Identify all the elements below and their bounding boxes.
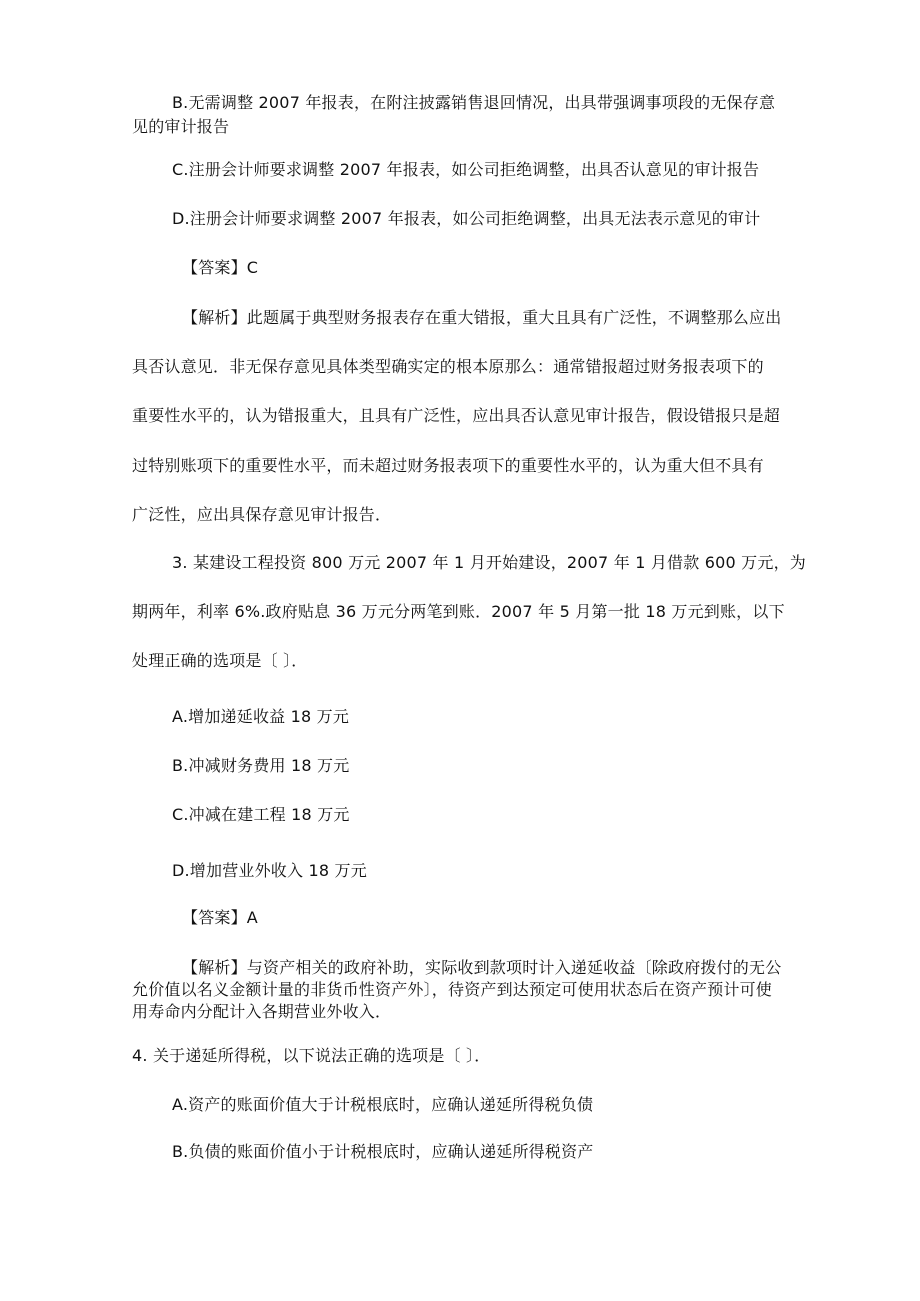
q2-analysis-line: 具否认意见．非无保存意见具体类型确实定的根本原那么：通常错报超过财务报表项下的 xyxy=(132,357,764,376)
q2-answer: 【答案】C xyxy=(182,258,259,277)
q2-analysis-line: 【解析】此题属于典型财务报表存在重大错报，重大且具有广泛性，不调整那么应出 xyxy=(182,308,782,327)
q2-analysis-line: 过特别账项下的重要性水平，而未超过财务报表项下的重要性水平的，认为重大但不具有 xyxy=(132,456,764,475)
q3-analysis: 【解析】与资产相关的政府补助，实际收到款项时计入递延收益〔除政府拨付的无公允价值以名义金额计量的非货币性资产外〕，待资产到达预定可使用状态后在资产预计可使用寿命内分配计入各期营业外收入． xyxy=(132,958,782,1021)
q4-option-a: A.资产的账面价值大于计税根底时，应确认递延所得税负债 xyxy=(172,1095,594,1114)
q3-question-line: 期两年，利率 6%.政府贴息 36 万元分两笔到账．2007 年 5 月第一批 18 万元到账，以下 xyxy=(132,602,785,621)
q3-option-b: B.冲减财务费用 18 万元 xyxy=(172,756,350,775)
q4-option-b: B.负债的账面价值小于计税根底时，应确认递延所得税资产 xyxy=(172,1142,594,1161)
q2-analysis-line: 广泛性，应出具保存意见审计报告． xyxy=(132,505,392,524)
q3-question-line: 处理正确的选项是〔 〕． xyxy=(132,651,308,670)
q2-option-b-line1: B.无需调整 2007 年报表，在附注披露销售退回情况，出具带强调事项段的无保存意 xyxy=(172,93,776,112)
q3-option-a: A.增加递延收益 18 万元 xyxy=(172,707,350,726)
q4-question: 4. 关于递延所得税，以下说法正确的选项是〔 〕． xyxy=(132,1046,491,1065)
q3-option-c: C.冲减在建工程 18 万元 xyxy=(172,805,350,824)
q2-option-b-line2: 见的审计报告 xyxy=(132,117,230,136)
q2-option-c: C.注册会计师要求调整 2007 年报表，如公司拒绝调整，出具否认意见的审计报告 xyxy=(172,160,760,179)
q2-option-d: D.注册会计师要求调整 2007 年报表，如公司拒绝调整，出具无法表示意见的审计 xyxy=(172,209,761,228)
q3-answer: 【答案】A xyxy=(182,908,258,927)
q2-analysis-line: 重要性水平的，认为错报重大，且具有广泛性，应出具否认意见审计报告，假设错报只是超 xyxy=(132,406,781,425)
q3-question-line: 3. 某建设工程投资 800 万元 2007 年 1 月开始建设，2007 年 1 月借款 600 万元，为 xyxy=(172,553,806,572)
q3-option-d: D.增加营业外收入 18 万元 xyxy=(172,861,367,880)
